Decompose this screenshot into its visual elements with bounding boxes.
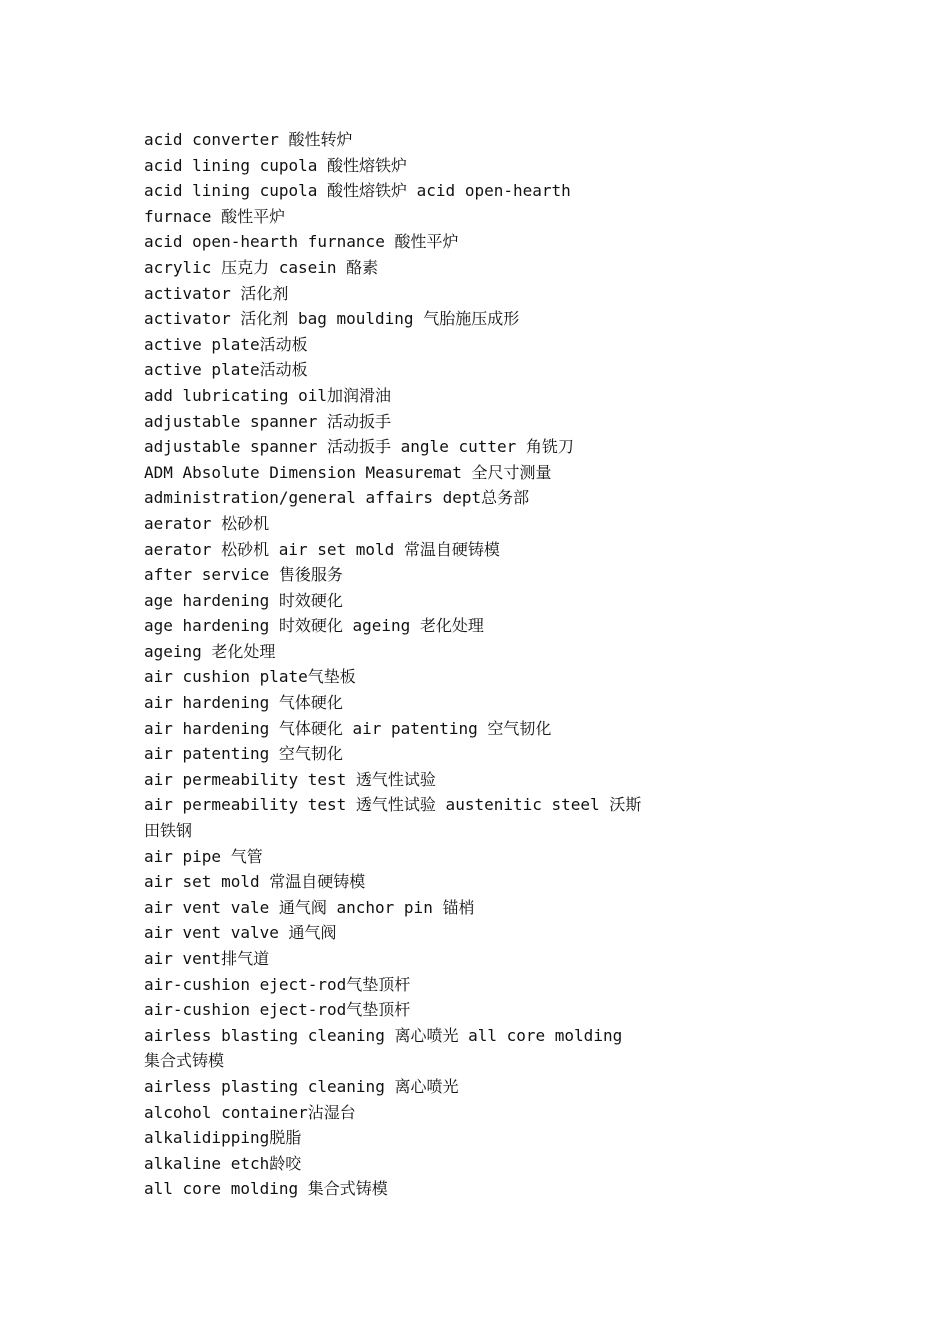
- glossary-entry: add lubricating oil加润滑油: [144, 385, 392, 405]
- glossary-entry: all core molding 集合式铸模: [144, 1179, 388, 1199]
- glossary-entry: acid lining cupola 酸性熔铁炉: [144, 155, 408, 175]
- glossary-entry: airless plasting cleaning 离心喷光: [144, 1076, 459, 1096]
- glossary-entry: acid converter 酸性转炉: [144, 130, 353, 149]
- glossary-entry: air hardening 气体硬化: [144, 693, 343, 713]
- glossary-entry: active plate活动板: [144, 360, 308, 380]
- glossary-entry: activator 活化剂: [144, 283, 289, 303]
- glossary-entry: air cushion plate气垫板: [144, 667, 356, 687]
- glossary-entry: administration/general affairs dept总务部: [144, 488, 530, 508]
- glossary-entry: air-cushion eject-rod气垫顶杆: [144, 974, 411, 994]
- glossary-entry: after service 售後服务: [144, 565, 343, 585]
- glossary-list: [144, 127, 644, 1202]
- glossary-entry: air vent valve 通气阀: [144, 923, 337, 943]
- glossary-entry: acrylic 压克力 casein 酪素: [144, 257, 379, 277]
- glossary-entry: air-cushion eject-rod气垫顶杆: [144, 1000, 411, 1020]
- glossary-entry: age hardening 时效硬化 ageing 老化处理: [144, 616, 484, 636]
- glossary-entry: adjustable spanner 活动扳手: [144, 411, 392, 431]
- glossary-entry: air hardening 气体硬化 air patenting 空气韧化: [144, 718, 552, 738]
- glossary-entry: activator 活化剂 bag moulding 气胎施压成形: [144, 309, 520, 329]
- glossary-entry: airless blasting cleaning 离心喷光 all core molding 集合式铸模: [144, 1025, 632, 1071]
- glossary-entry: acid open-hearth furnance 酸性平炉: [144, 232, 459, 252]
- glossary-entry: age hardening 时效硬化: [144, 590, 343, 610]
- glossary-entry: air permeability test 透气性试验 austenitic steel 沃斯田铁钢: [144, 795, 642, 841]
- glossary-entry: active plate活动板: [144, 334, 308, 354]
- glossary-entry: alkalidipping脱脂: [144, 1128, 302, 1148]
- glossary-entry: air set mold 常温自硬铸模: [144, 872, 366, 892]
- glossary-entry: aerator 松砂机: [144, 513, 270, 533]
- glossary-entry: alkaline etch龄咬: [144, 1153, 302, 1173]
- glossary-entry: air patenting 空气韧化: [144, 744, 343, 764]
- glossary-entry: acid lining cupola 酸性熔铁炉 acid open-hearth furnace 酸性平炉: [144, 181, 581, 226]
- glossary-entry: ageing 老化处理: [144, 641, 276, 661]
- glossary-entry: air vent排气道: [144, 949, 270, 968]
- glossary-entry: air pipe 气管: [144, 846, 263, 866]
- glossary-entry: alcohol container沾湿台: [144, 1102, 356, 1122]
- glossary-entry: air vent vale 通气阀 anchor pin 锚梢: [144, 897, 475, 917]
- glossary-entry: ADM Absolute Dimension Measuremat 全尺寸测量: [144, 462, 552, 482]
- glossary-entry: adjustable spanner 活动扳手 angle cutter 角铣刀: [144, 437, 574, 457]
- glossary-entry: air permeability test 透气性试验: [144, 769, 436, 789]
- glossary-entry: aerator 松砂机 air set mold 常温自硬铸模: [144, 539, 500, 559]
